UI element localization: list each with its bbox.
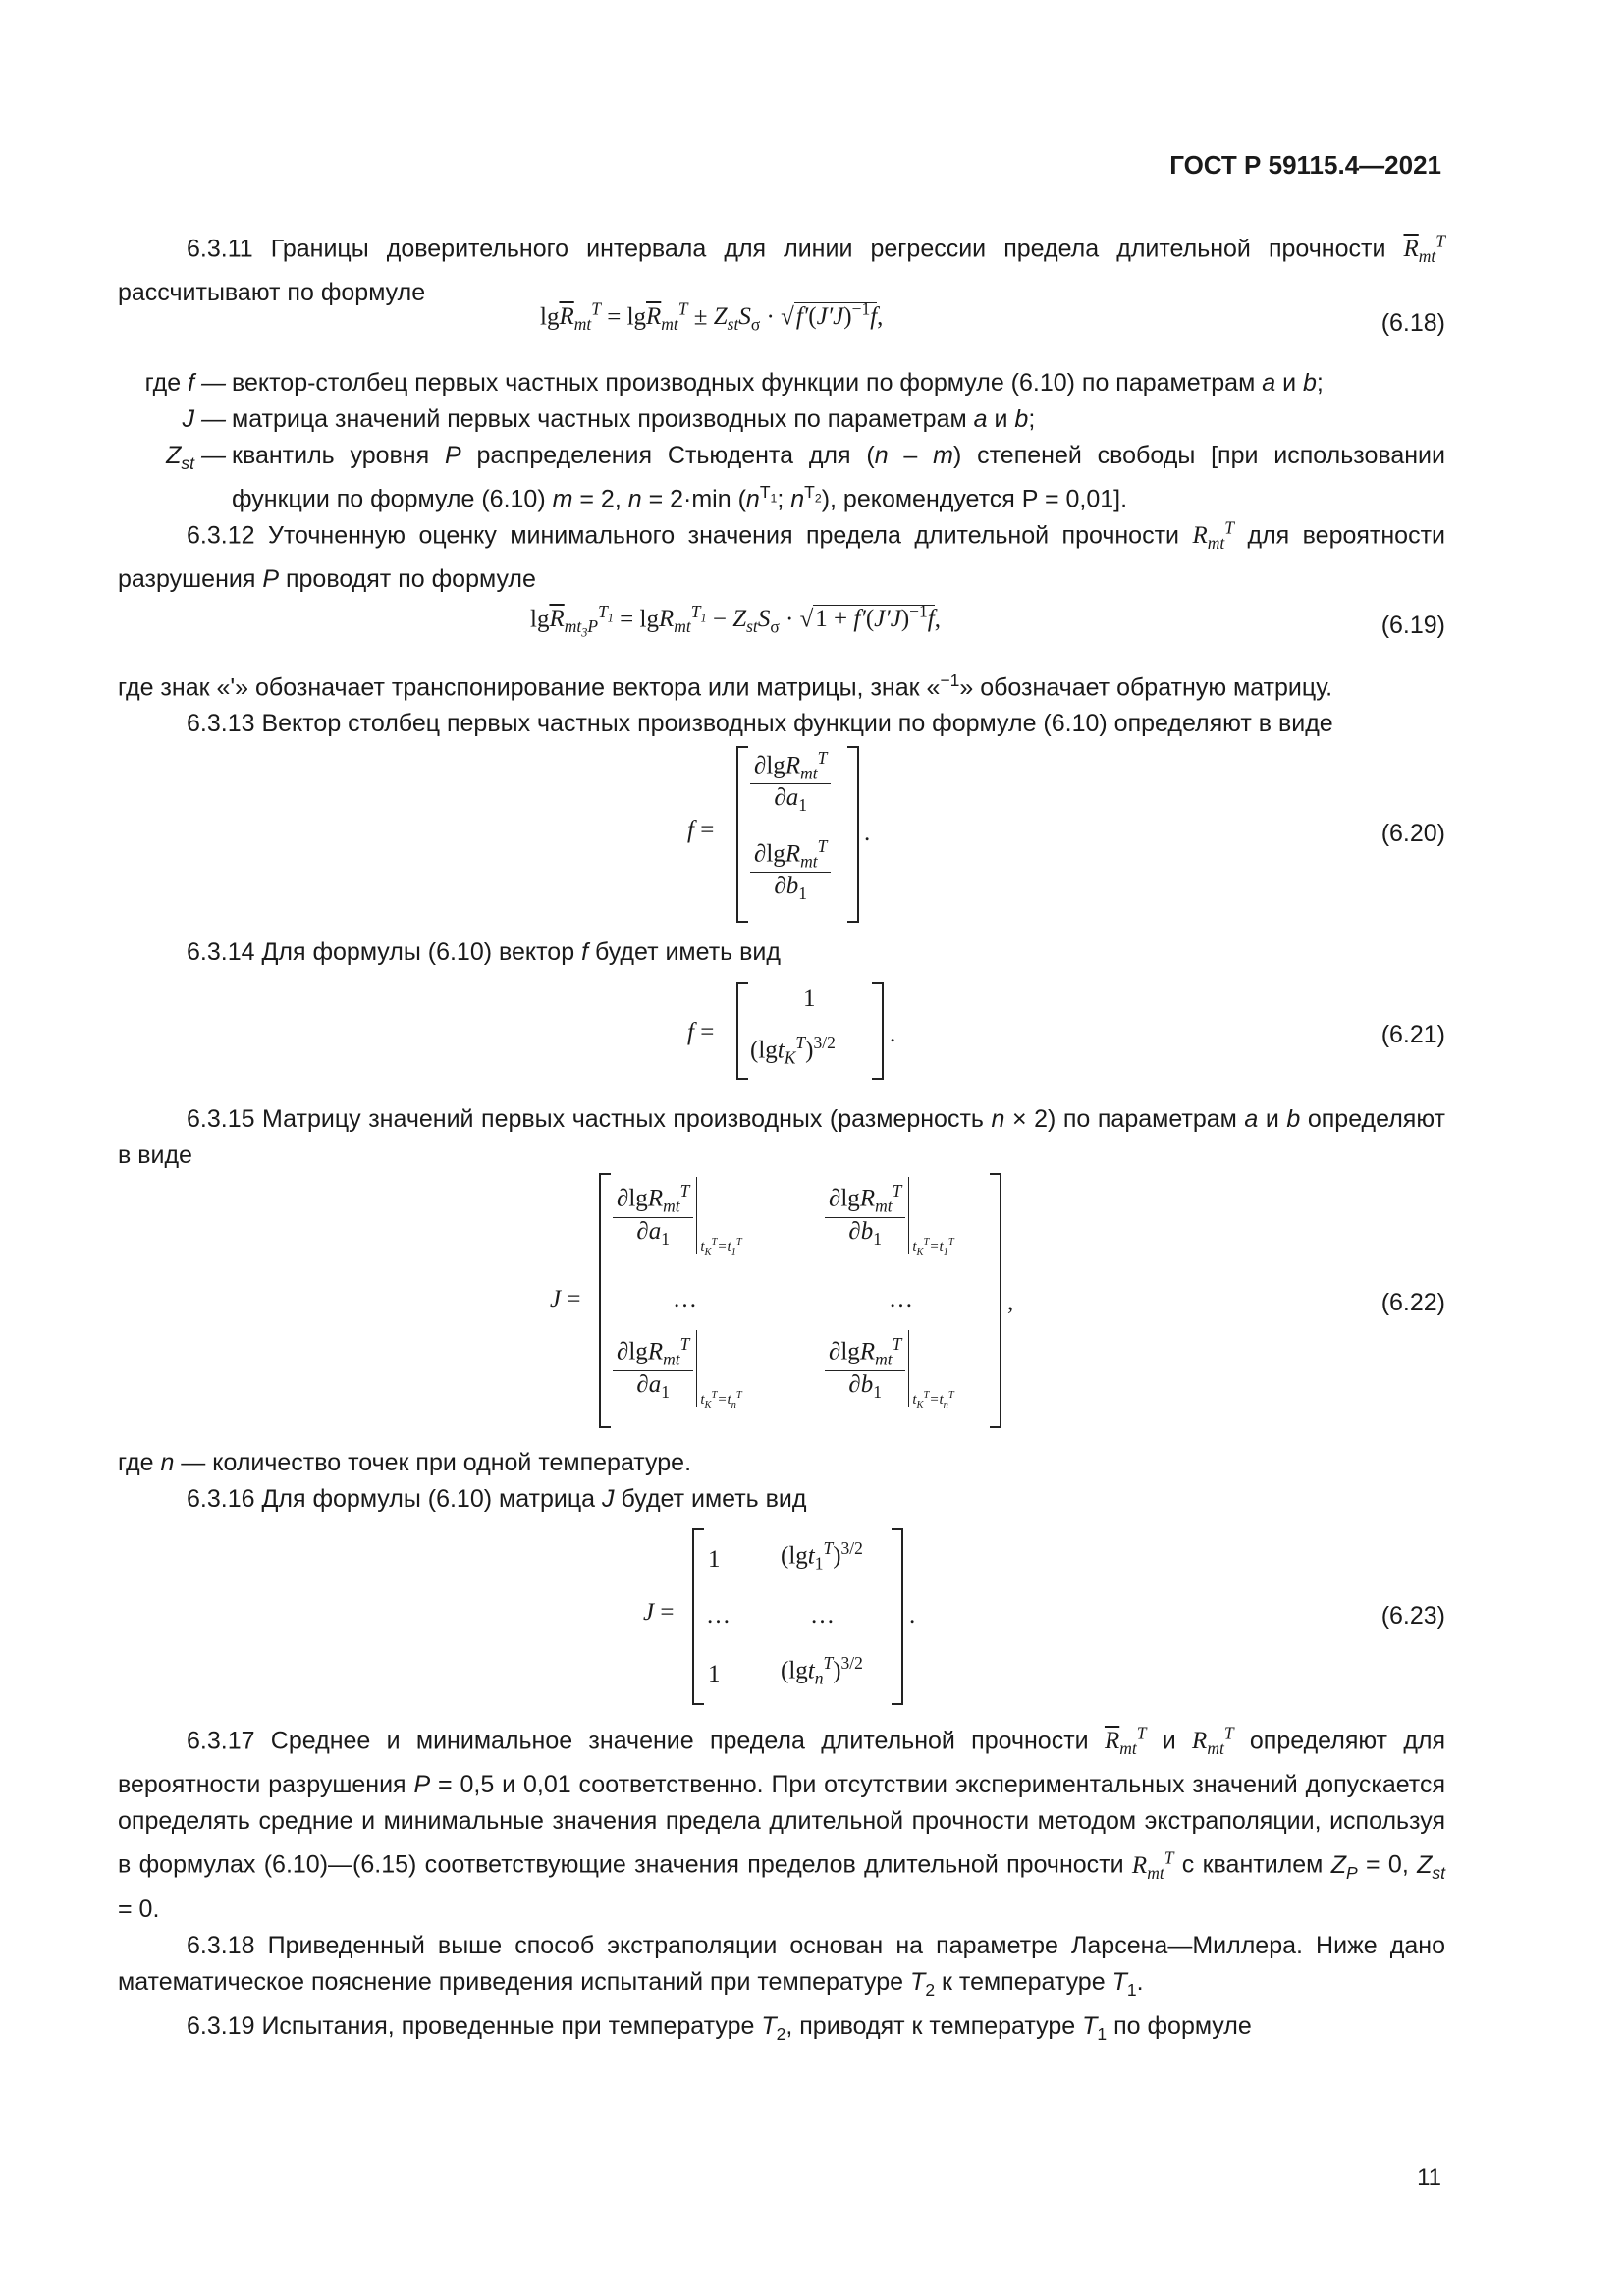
formula-6-19: $\lg\overline{R}_{mt_3P}^{T_1} = \lg R_{mt}^{T_1} - Z_{st}S_\sigma \cdot √1 + f'(J'J)^{-1}f$, (6.19) xyxy=(530,602,1445,640)
formula-6-18: $\lg\overline{R}_{mt}^T = \lg\overline{R}_{mt}^T \pm Z_{st}S_\sigma \cdot √f'(J'J)^{-1}f$, (6.18) xyxy=(540,299,1445,337)
equation-number: (6.19) xyxy=(1380,612,1445,639)
paragraph-6-3-16: где n — количество точек при одной температуре. 6.3.16 Для формулы (6.10) матрица J будет иметь вид xyxy=(118,1449,807,1513)
paragraph-6-3-17: 6.3.17 Среднее и минимальное значение предела длительной прочности $\overline{R}_{mt}^T$ и $R_{mt}^T$ определяют для вероятности разрушения P = 0,5 и 0,01 соответственно. При отсутствии экспериментальных значений допускается определять средние и минимальные значения предела длительной прочности методом экстраполяции, используя в формулах (6.10)—(6.15) соответствующие значения пределов длительной прочности $R_{mt}^T$ с квантилем $Z_P = 0$, $Z_{st} = 0$. 6.3.18 Приведенный выше способ экстраполяции основан на параметре Ларсена—Миллера. Ниже дано математическое пояснение приведения испытаний при температуре $T_2$ к температуре $T_1$. 6.3.19 Испытания, проведенные при температуре $T_2$, приводят к температуре $T_1$ по формуле xyxy=(118,1716,1445,2053)
page-number: 11 xyxy=(1417,2164,1441,2191)
paragraph-6-3-12: 6.3.12 Уточненную оценку минимального значения предела длительной прочности $R_{mt}^T$ для вероятности разрушения P проводят по формуле xyxy=(118,518,1446,594)
paragraph-6-3-11: 6.3.11 Границы доверительного интервала для линии регрессии предела длительной прочности $\overline{R}_{mt}^T$ рассчитывают по формуле xyxy=(118,232,1446,307)
document-code-header: ГОСТ Р 59115.4—2021 xyxy=(1169,150,1441,180)
formula-6-23: J = 1 $(\lg t_1^T)^{3/2}$ … … 1 $(\lg t_n^T)^{3/2}$ . (6.23) xyxy=(118,1528,1445,1705)
formula-6-21: f = 1 $(\lg t_K^T)^{3/2}$ . (6.21) xyxy=(118,982,1445,1080)
equation-number: (6.18) xyxy=(1380,309,1445,337)
paragraph-transpose-note: где знак «'» обозначает транспонирование вектора или матрицы, знак «$^{-1}$» обозначает обратную матрицу. 6.3.13 Вектор столбец первых частных производных функции по формуле (6.10) определяют в виде xyxy=(118,670,1333,738)
formula-6-20: f = $\frac{\partial\lg R_{mt}^T}{\partial a_1}$ $\frac{\partial\lg R_{mt}^T}{\partial b_1}$ . (6.20) xyxy=(118,746,1445,923)
paragraph-6-3-19: 6.3.19 Испытания, проведенные при температуре $T_2$, приводят к температуре $T_1$ по формуле xyxy=(187,2011,1252,2044)
equation-number: (6.23) xyxy=(1380,1602,1445,1629)
equation-number: (6.22) xyxy=(1380,1289,1445,1316)
paragraph-6-3-14: 6.3.14 Для формулы (6.10) вектор f будет иметь вид xyxy=(187,938,781,966)
paragraph-6-3-18: 6.3.18 Приведенный выше способ экстраполяции основан на параметре Ларсена—Миллера. Ниже дано математическое пояснение приведения испытаний при температуре $T_2$ к температуре $T_1$. xyxy=(118,1931,1445,2000)
paragraph-6-3-15: 6.3.15 Матрицу значений первых частных производных (размерность n × 2) по параметрам a и b определяют в виде xyxy=(118,1105,1445,1169)
equation-number: (6.20) xyxy=(1380,820,1445,847)
equation-number: (6.21) xyxy=(1380,1021,1445,1048)
formula-6-22: J = $\frac{\partial\lg R_{mt}^T}{\partial a_1}$ $t_K^T=t_1^T$ $\frac{\partial\lg R_{mt}^T}{\partial b_1}$ $t_K^T=t_1^T$ … … $\frac{\partial\lg R_{mt}^T}{\partial a_1}$ $t_K^T=t_n^T$ $\frac{\partial\lg R_{mt}^T}{\partial b_1}$ $t_K^T=t_n^T$ , (6.22) xyxy=(118,1173,1445,1428)
definition-list-6-18: где f — вектор-столбец первых частных производных функции по формуле (6.10) по параметрам a и b; J — матрица значений первых частных производных по параметрам a и b; $Z_{st}$ — квантиль уровня P распределения Стьюдента для (n – m) степеней свободы [при использовании функции по формуле (6.10) m = 2, n = 2·min ($n^{T_1}$; $n^{T_2}$), рекомендуется P = 0,01]. xyxy=(144,369,1445,513)
